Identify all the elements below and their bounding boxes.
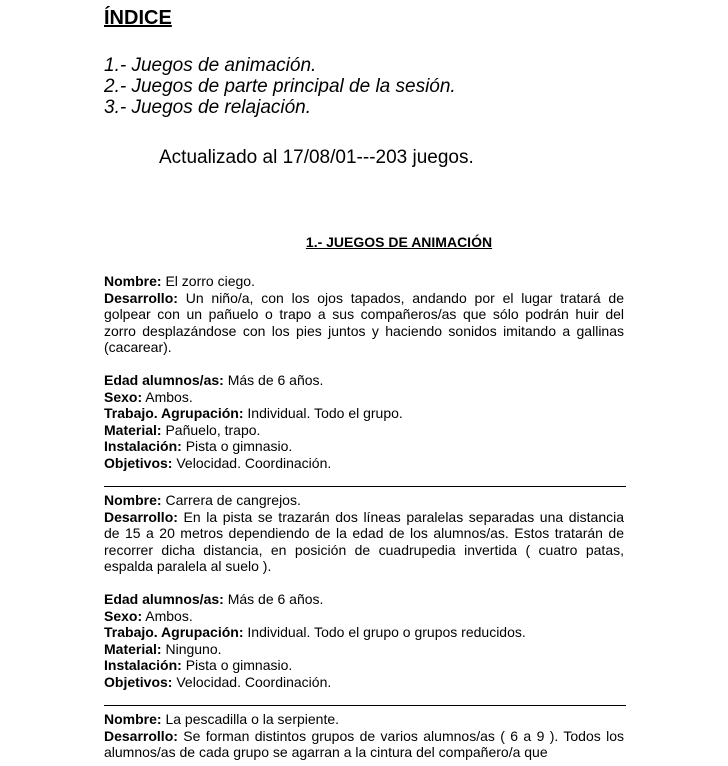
grouping-value: Individual. Todo el grupo. [247,405,403,422]
game-name: Carrera de cangrejos. [165,492,301,508]
separator-line [104,486,626,487]
section-title: 1.- JUEGOS DE ANIMACIÓN [305,234,493,250]
game-entry [104,492,624,691]
sexo-label: Sexo: [104,388,143,405]
sex-line [104,608,624,625]
material-value: Ninguno. [165,640,222,657]
material-line [104,641,624,658]
sex-value: Ambos. [145,607,193,624]
game-entry [104,273,624,472]
instalacion-label: Instalación: [104,657,182,674]
objetivos-label: Objetivos: [104,454,173,471]
grouping-line [104,624,624,641]
instalacion-label: Instalación: [104,438,182,455]
objetivos-label: Objetivos: [104,673,173,690]
desarrollo-label: Desarrollo: [104,727,178,744]
edad-label: Edad alumnos/as: [104,590,224,607]
material-line [104,422,624,439]
grouping-line [104,405,624,422]
desarrollo-label: Desarrollo: [104,508,178,525]
game-name: El zorro ciego. [165,273,255,289]
sexo-label: Sexo: [104,607,143,624]
facility-value: Pista o gimnasio. [185,438,293,455]
nombre-label: Nombre: [104,492,162,508]
game-development [104,728,624,761]
objectives-line [104,674,624,691]
toc-item: 1.- Juegos de animación. [104,55,317,76]
age-line [104,591,624,608]
game-name-line [104,273,624,290]
nombre-label: Nombre: [104,711,162,727]
game-name-line [104,711,624,728]
age-value: Más de 6 años. [227,371,324,388]
age-value: Más de 6 años. [227,590,324,607]
nombre-label: Nombre: [104,273,162,289]
facility-value: Pista o gimnasio. [185,657,293,674]
game-development [104,290,624,356]
trabajo-label: Trabajo. Agrupación: [104,624,244,641]
sex-value: Ambos. [145,388,193,405]
development-text: En la pista se trazarán dos líneas paralelas separadas una distancia de 15 a 20 metros dependiendo de la edad de los alumnos/as. Estos tratarán de recorrer dicha distancia, en posición de cuadrupedia invertida ( cuatro patas, espalda paralela al suelo ). [104,508,625,575]
game-name: La pescadilla o la serpiente. [165,711,340,727]
facility-line [104,657,624,674]
material-label: Material: [104,640,162,657]
sex-line [104,389,624,406]
game-name-line [104,492,624,509]
desarrollo-label: Desarrollo: [104,289,178,306]
development-text: Se forman distintos grupos de varios alumnos/as ( 6 a 9 ). Todos los alumnos/as de cada grupo se agarran a la cintura del compañero/a que [104,727,625,761]
trabajo-label: Trabajo. Agrupación: [104,405,244,422]
game-development [104,509,624,575]
updated-note: Actualizado al 17/08/01---203 juegos. [159,147,474,168]
grouping-value: Individual. Todo el grupo o grupos reducidos. [247,624,526,641]
index-title: ÍNDICE [104,7,172,29]
edad-label: Edad alumnos/as: [104,371,224,388]
toc-item: 3.- Juegos de relajación. [104,97,312,118]
objectives-value: Velocidad. Coordinación. [176,454,332,471]
separator-line [104,705,626,706]
objectives-value: Velocidad. Coordinación. [176,673,332,690]
toc-item: 2.- Juegos de parte principal de la sesión. [104,76,456,97]
material-value: Pañuelo, trapo. [165,421,261,438]
material-label: Material: [104,421,162,438]
facility-line [104,438,624,455]
age-line [104,372,624,389]
table-of-contents [104,55,456,118]
game-entry [104,711,624,761]
development-text: Un niño/a, con los ojos tapados, andando por el lugar tratará de golpear con un pañuelo o trapo a sus compañeros/as que sólo podrán huir del zorro desplazándose con los pies juntos y haciendo sonidos imitando a gallinas (cacarear). [104,289,624,356]
objectives-line [104,455,624,472]
